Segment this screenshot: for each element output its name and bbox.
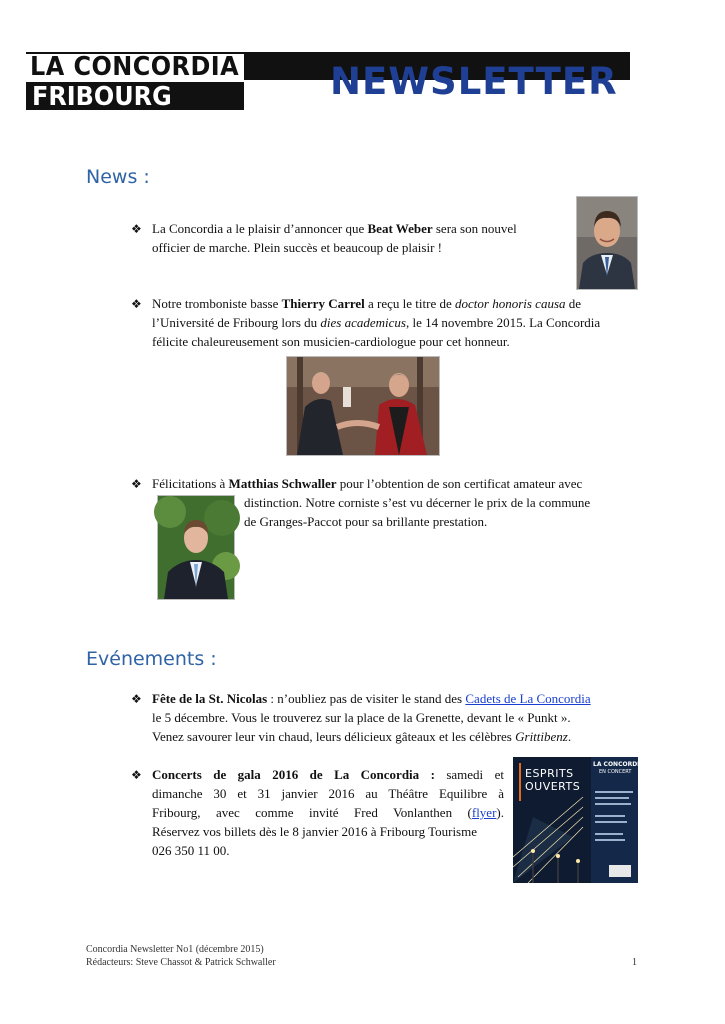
photo-thierry-carrel-ceremony [286, 356, 440, 456]
bullet-icon: ❖ [131, 768, 142, 782]
flyer-link[interactable]: flyer [471, 805, 497, 820]
news-item-1-line2: officier de marche. Plein succès et beaucoup de plaisir ! [152, 240, 442, 255]
bullet-icon: ❖ [131, 222, 142, 236]
news-heading: News : [86, 166, 150, 188]
poster-title1: ESPRITS [525, 767, 574, 780]
photo-beat-weber [576, 196, 638, 290]
event-2-line4: Réservez vos billets dès le 8 janvier 2016 à Fribourg Tourisme [152, 824, 477, 839]
event-2-line3: Fribourg, avec comme invité Fred Vonlanthen (flyer). [152, 805, 504, 820]
event-2-line1: Concerts de gala 2016 de La Concordia : samedi et [152, 767, 504, 782]
news-item-1-line1: La Concordia a le plaisir d’annoncer que Beat Weber sera son nouvel [152, 221, 517, 236]
bullet-icon: ❖ [131, 477, 142, 491]
news-item-3-line2: distinction. Notre corniste s’est vu décerner le prix de la commune [244, 495, 591, 510]
cadets-link[interactable]: Cadets de La Concordia [465, 691, 591, 706]
bullet-icon: ❖ [131, 297, 142, 311]
news-item-3-line1: Félicitations à Matthias Schwaller pour l’obtention de son certificat amateur avec [152, 476, 583, 491]
poster-brand: LA CONCORDIA [593, 761, 645, 768]
event-1-line1: Fête de la St. Nicolas : n’oubliez pas de visiter le stand des Cadets de La Concordia [152, 691, 591, 706]
photo-matthias-schwaller [157, 495, 235, 600]
event-2-line5: 026 350 11 00. [152, 843, 230, 858]
logo-line1: LA CONCORDIA [30, 52, 240, 82]
newsletter-title: NEWSLETTER [330, 60, 618, 103]
concert-poster[interactable] [513, 757, 645, 883]
footer-line1: Concordia Newsletter No1 (décembre 2015) [86, 944, 264, 955]
logo-line2: FRIBOURG [32, 82, 172, 112]
footer-line2: Rédacteurs: Steve Chassot & Patrick Schwaller [86, 957, 276, 968]
bullet-icon: ❖ [131, 692, 142, 706]
event-1-line2: le 5 décembre. Vous le trouverez sur la place de la Grenette, devant le « Punkt ». [152, 710, 571, 725]
news-item-2-line3: félicite chaleureusement son musicien-cardiologue pour cet honneur. [152, 334, 510, 349]
events-heading: Evénements : [86, 648, 217, 670]
news-item-2-line2: l’Université de Fribourg lors du dies academicus, le 14 novembre 2015. La Concordia [152, 315, 601, 330]
event-1-line3: Venez savourer leur vin chaud, leurs délicieux gâteaux et les célèbres Grittibenz. [152, 729, 572, 744]
poster-title2: OUVERTS [525, 780, 581, 793]
poster-sub: EN CONCERT [599, 769, 632, 775]
event-2-line2: dimanche 30 et 31 janvier 2016 au Théâtre Equilibre à [152, 786, 504, 801]
news-item-3-line3: de Granges-Paccot pour sa brillante prestation. [244, 514, 488, 529]
news-item-2-line1: Notre tromboniste basse Thierry Carrel a reçu le titre de doctor honoris causa de [152, 296, 582, 311]
poster-accent [519, 763, 521, 801]
page-number: 1 [632, 957, 637, 968]
